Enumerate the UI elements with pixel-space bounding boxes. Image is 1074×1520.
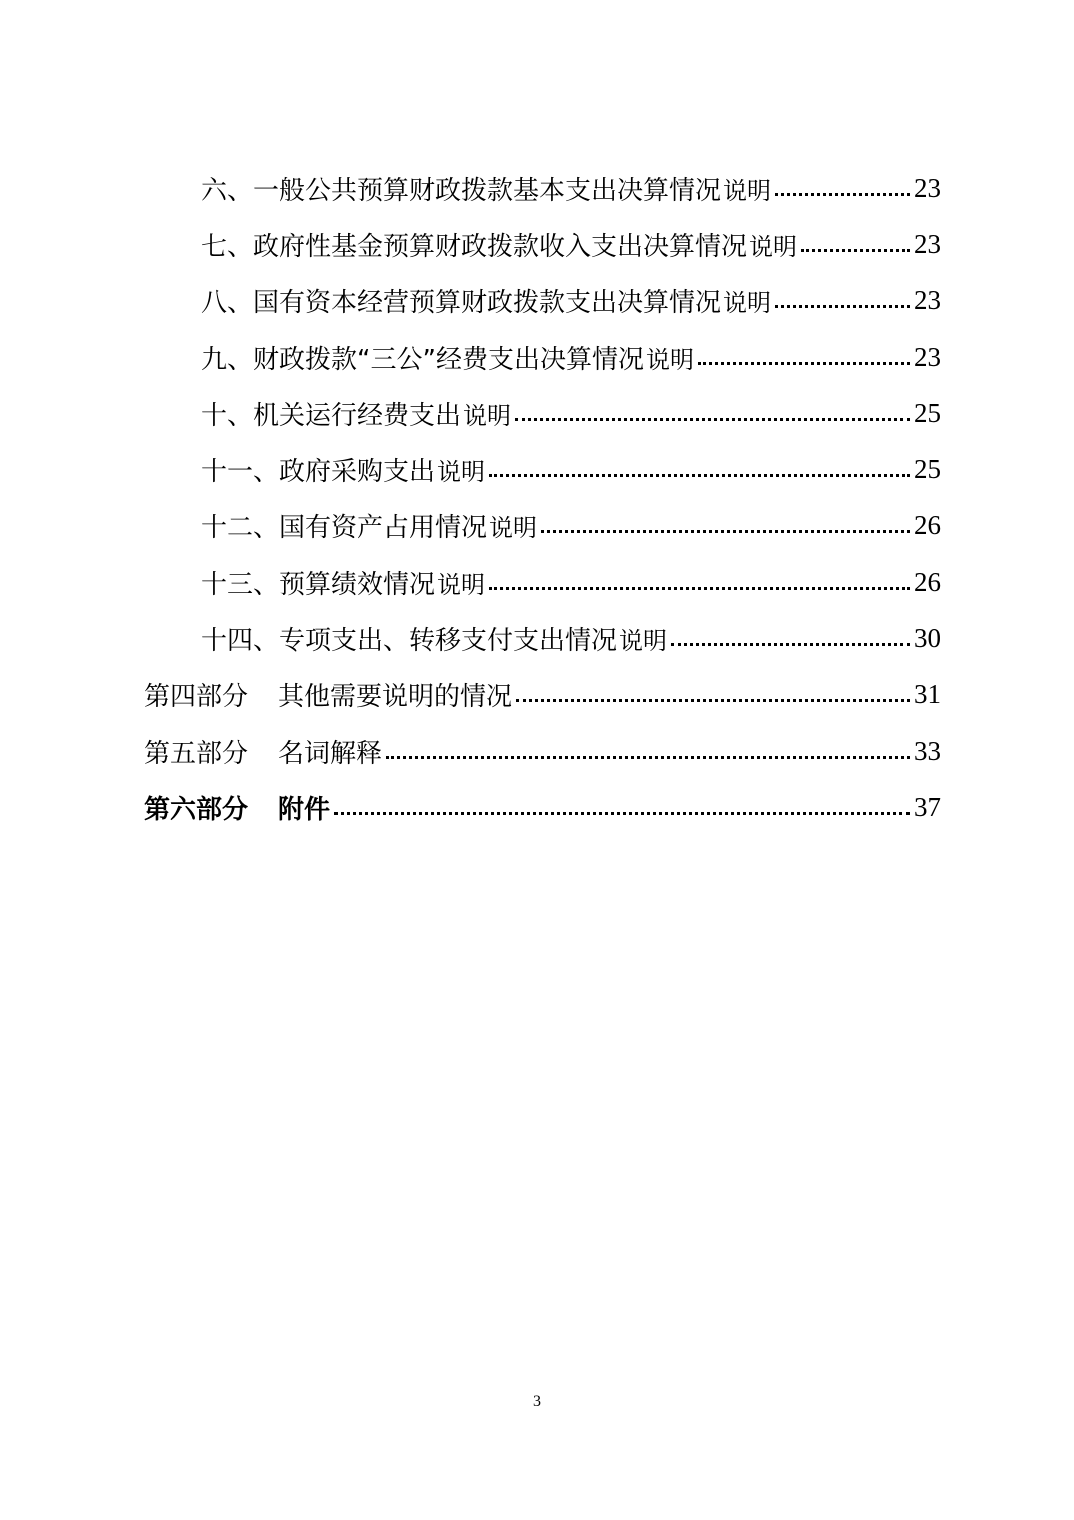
dot-leader [386, 756, 910, 759]
dot-leader [515, 418, 910, 421]
toc-entry-page-number: 23 [914, 228, 941, 259]
toc-entry-section-10[interactable] [0, 385, 1074, 441]
toc-entry-page-number: 33 [914, 735, 941, 766]
toc-entry-title: 九、财政拨款“三公”经费支出决算情况 [201, 344, 644, 375]
toc-entry-suffix: 说明 [619, 627, 668, 656]
dot-leader [775, 193, 910, 196]
toc-entry-suffix: 说明 [645, 345, 694, 374]
toc-entry-page-number: 37 [914, 791, 941, 822]
dot-leader [698, 362, 910, 365]
toc-entry-suffix: 说明 [437, 458, 486, 487]
toc-part-title: 其他需要说明的情况 [278, 682, 513, 713]
toc-part-title: 名词解释 [278, 738, 383, 769]
toc-entry-section-14[interactable] [0, 610, 1074, 666]
toc-entry-page-number: 26 [914, 510, 941, 541]
toc-entry-part-5[interactable] [0, 723, 1074, 779]
toc-entry-title: 十三、预算绩效情况 [201, 569, 436, 600]
toc-entry-page-number: 25 [914, 397, 941, 428]
toc-entry-suffix: 说明 [489, 514, 538, 543]
table-of-contents [0, 160, 1074, 836]
toc-entry-page-number: 30 [914, 623, 941, 654]
toc-entry-title: 十一、政府采购支出 [201, 457, 436, 488]
dot-leader [489, 587, 910, 590]
toc-entry-suffix: 说明 [463, 401, 512, 430]
dot-leader [801, 249, 910, 252]
toc-entry-title: 六、一般公共预算财政拨款基本支出决算情况 [201, 175, 722, 206]
toc-entry-page-number: 23 [914, 172, 941, 203]
toc-entry-suffix: 说明 [749, 232, 798, 261]
toc-entry-part-6[interactable] [0, 779, 1074, 835]
toc-entry-section-11[interactable] [0, 441, 1074, 497]
dot-leader [775, 305, 910, 308]
toc-entry-section-13[interactable] [0, 554, 1074, 610]
toc-entry-suffix: 说明 [437, 570, 486, 599]
toc-part-title: 附件 [278, 794, 331, 825]
toc-entry-page-number: 25 [914, 454, 941, 485]
page-number: 3 [533, 1393, 541, 1410]
toc-part-number: 第四部分 [144, 682, 249, 713]
dot-leader [541, 530, 910, 533]
toc-part-number: 第六部分 [144, 794, 249, 825]
toc-entry-part-4[interactable] [0, 667, 1074, 723]
toc-entry-page-number: 26 [914, 566, 941, 597]
dot-leader [334, 812, 910, 815]
toc-entry-section-6[interactable] [0, 160, 1074, 216]
toc-entry-title: 十、机关运行经费支出 [201, 400, 462, 431]
toc-entry-title: 十四、专项支出、转移支付支出情况 [201, 626, 618, 657]
toc-entry-section-12[interactable] [0, 498, 1074, 554]
toc-entry-page-number: 23 [914, 341, 941, 372]
toc-entry-title: 八、国有资本经营预算财政拨款支出决算情况 [201, 288, 722, 319]
dot-leader [489, 474, 910, 477]
toc-entry-section-8[interactable] [0, 273, 1074, 329]
toc-entry-page-number: 31 [914, 679, 941, 710]
toc-entry-title: 十二、国有资产占用情况 [201, 513, 488, 544]
toc-entry-section-9[interactable] [0, 329, 1074, 385]
toc-entry-page-number: 23 [914, 285, 941, 316]
dot-leader [516, 699, 910, 702]
dot-leader [671, 643, 910, 646]
toc-part-number: 第五部分 [144, 738, 249, 769]
toc-entry-title: 七、政府性基金预算财政拨款收入支出决算情况 [201, 231, 748, 262]
toc-entry-section-7[interactable] [0, 216, 1074, 272]
toc-entry-suffix: 说明 [723, 289, 772, 318]
toc-entry-suffix: 说明 [723, 176, 772, 205]
